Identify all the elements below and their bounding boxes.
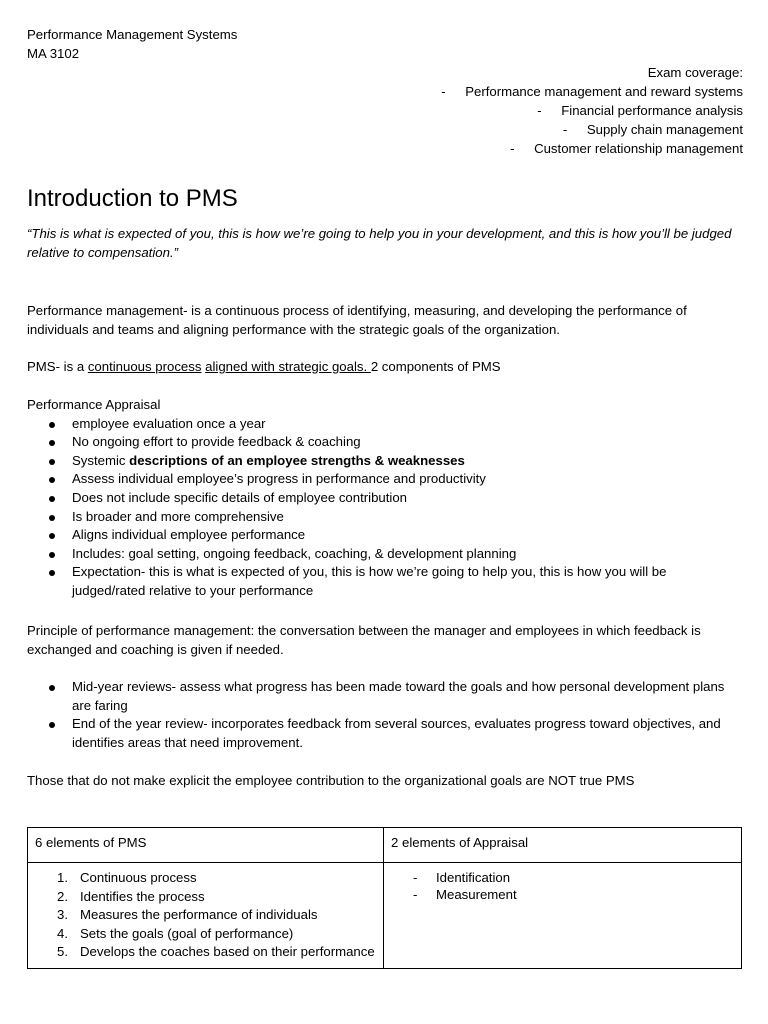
reviews-list <box>27 678 743 752</box>
bullet-icon <box>49 515 55 521</box>
pm-definition: Performance management- is a continuous process of identifying, measuring, and developing the performance of individuals and teams and aligning performance with the strategic goals of the organization. <box>27 303 687 337</box>
list-item: 5. Develops the coaches based on their performance <box>57 944 375 960</box>
bullet-icon <box>49 722 55 728</box>
table-header-cell: 6 elements of PMS <box>28 828 384 863</box>
exam-coverage-label: Exam coverage: <box>647 65 743 80</box>
exam-coverage-item: - Performance management and reward systems <box>441 84 743 99</box>
exam-coverage-item: - Supply chain management <box>562 122 743 137</box>
not-true-pms-paragraph: Those that do not make explicit the employee contribution to the organizational goals are NOT true PMS <box>27 773 635 788</box>
list-item: - Measurement <box>413 887 517 902</box>
bullet-icon <box>49 422 55 428</box>
elements-table <box>27 827 742 969</box>
reviews-section <box>27 678 743 752</box>
bullet-icon <box>49 459 55 465</box>
list-item: 1. Continuous process <box>57 870 197 885</box>
table-row <box>28 863 742 969</box>
list-item: Mid-year reviews- assess what progress has been made toward the goals and how personal development plans are faring <box>27 678 743 715</box>
list-item: Is broader and more comprehensive <box>27 508 743 527</box>
list-item: 3. Measures the performance of individuals <box>57 907 318 923</box>
pms-definition: PMS- is a continuous process aligned with strategic goals. 2 components of PMS <box>27 359 501 374</box>
exam-coverage-item: - Customer relationship management <box>510 141 743 156</box>
appraisal-list <box>27 415 743 601</box>
exam-coverage <box>27 64 743 159</box>
list-item: employee evaluation once a year <box>27 415 743 434</box>
list-item: 2. Identifies the process <box>57 888 205 904</box>
appraisal-title: Performance Appraisal <box>27 397 161 412</box>
bullet-icon <box>49 496 55 502</box>
intro-quote: “This is what is expected of you, this is how we’re going to help you in your development, and this is how you’ll be judged relative to compensation.” <box>27 226 732 260</box>
underline-continuous-process: continuous process <box>87 359 202 374</box>
bullet-icon <box>49 552 55 558</box>
section-heading: Introduction to PMS <box>27 185 238 212</box>
underline-strategic-goals: aligned with strategic goals. <box>205 359 371 374</box>
table-header-row <box>28 828 742 863</box>
bullet-icon <box>49 533 55 539</box>
list-item: Expectation- this is what is expected of you, this is how we’re going to help you, this is how you will be judged/rated relative to your performance <box>27 563 743 600</box>
list-item: Includes: goal setting, ongoing feedback, coaching, & development planning <box>27 545 743 564</box>
appraisal-elements-list <box>391 869 734 903</box>
table-header-cell: 2 elements of Appraisal <box>384 828 742 863</box>
list-item: 4. Sets the goals (goal of performance) <box>57 925 294 941</box>
bullet-icon <box>49 685 55 691</box>
document-page <box>27 26 743 960</box>
bullet-icon <box>49 440 55 446</box>
course-code: MA 3102 <box>27 46 80 61</box>
list-item: Assess individual employee’s progress in performance and productivity <box>27 470 743 489</box>
list-item: Systemic descriptions of an employee strengths & weaknesses <box>27 452 743 471</box>
list-item: End of the year review- incorporates feedback from several sources, evaluates progress toward objectives, and identifies areas that need improvement. <box>27 715 743 752</box>
course-title: Performance Management Systems <box>27 27 238 42</box>
table-cell <box>384 863 742 969</box>
bullet-icon <box>49 570 55 576</box>
principle-paragraph: Principle of performance management: the conversation between the manager and employees in which feedback is exchanged and coaching is given if needed. <box>27 623 701 657</box>
list-item: Does not include specific details of employee contribution <box>27 489 743 508</box>
table-cell <box>28 863 384 969</box>
list-item: - Identification <box>413 870 511 885</box>
list-item: No ongoing effort to provide feedback & coaching <box>27 433 743 452</box>
bullet-icon <box>49 477 55 483</box>
exam-coverage-item: - Financial performance analysis <box>537 103 743 118</box>
appraisal-section <box>27 396 743 601</box>
list-item: Aligns individual employee performance <box>27 526 743 545</box>
pms-elements-list <box>35 869 376 962</box>
